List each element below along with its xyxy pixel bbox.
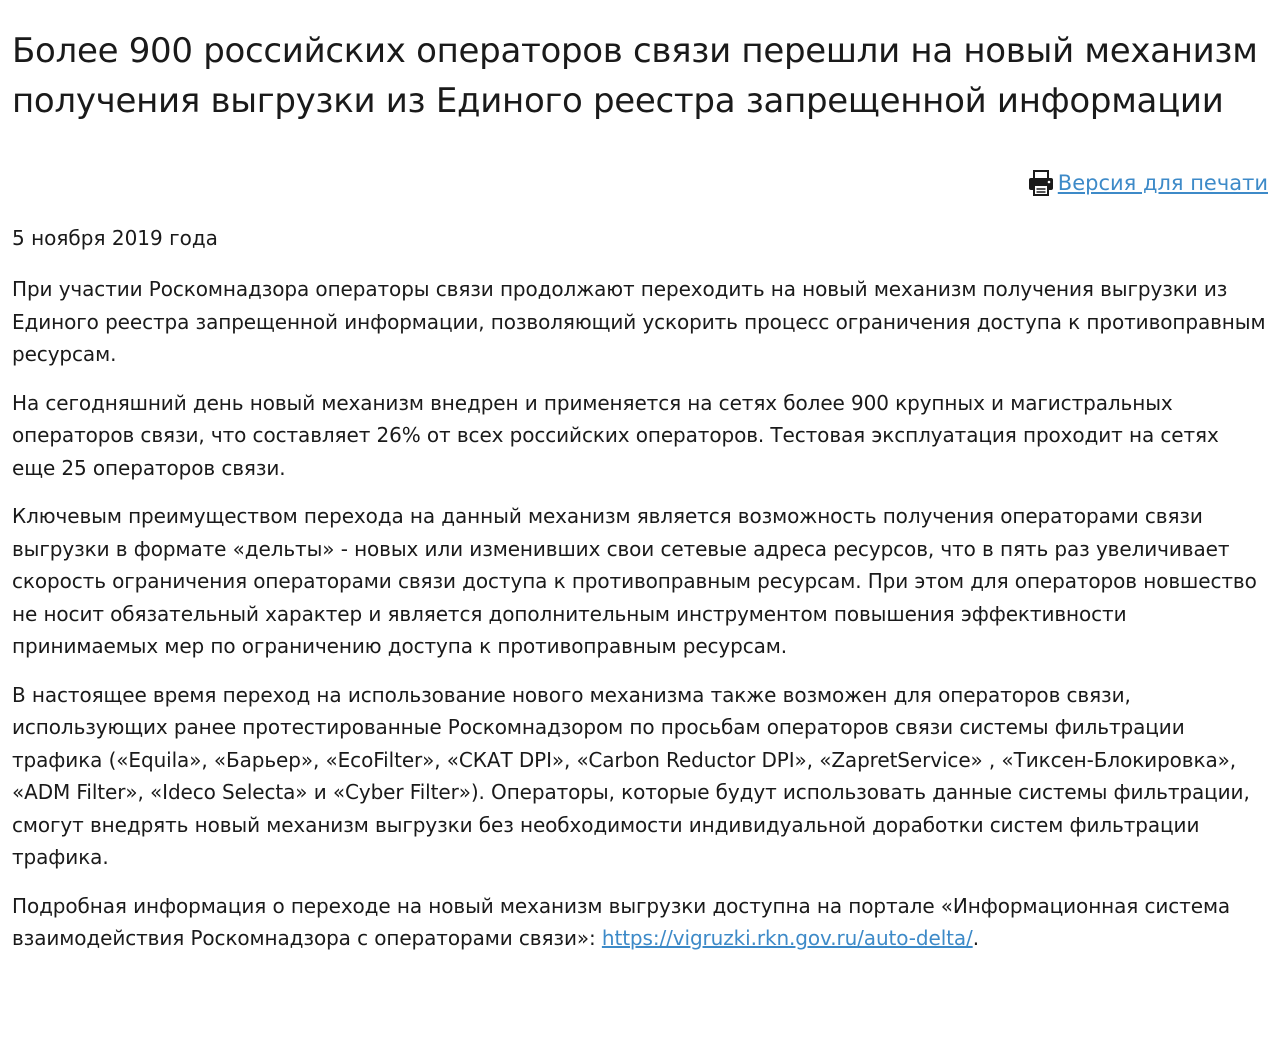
printer-icon[interactable] <box>1026 168 1056 198</box>
article <box>12 26 1268 955</box>
article-paragraph-1: При участии Роскомнадзора операторы связи продолжают переходить на новый механизм получения выгрузки из Единого реестра запрещенной информации, позволяющий ускорить процесс ограничения доступа к противоправным ресурсам. <box>12 277 1266 366</box>
article-paragraph-3: Ключевым преимуществом перехода на данный механизм является возможность получения операторами связи выгрузки в формате «дельты» - новых или изменивших свои сетевые адреса ресурсов, что в пять раз увеличивает скорость ограничения операторами связи доступа к противоправным ресурсам. При этом для операторов новшество не носит обязательный характер и является дополнительным инструментом повышения эффективности принимаемых мер по ограничению доступа к противоправным ресурсам. <box>12 504 1257 658</box>
article-paragraph-4: В настоящее время переход на использование нового механизма также возможен для операторов связи, использующих ранее протестированные Роскомнадзором по просьбам операторов связи системы фильтрации трафика («Equila», «Барьер», «EcoFilter», «СКАТ DPI», «Carbon Reductor DPI», «ZapretService» , «Тиксен-Блокировка», «ADM Filter», «Ideco Selecta» и «Cyber Filter»). Операторы, которые будут использовать данные системы фильтрации, смогут внедрять новый механизм выгрузки без необходимости индивидуальной доработки систем фильтрации трафика. <box>12 682 1250 869</box>
print-version-link[interactable] <box>1026 168 1268 198</box>
article-title: Более 900 российских операторов связи перешли на новый механизм получения выгрузки из Единого реестра запрещенной информации <box>12 31 1258 121</box>
print-row <box>12 166 1268 200</box>
print-version-label[interactable]: Версия для печати <box>1057 171 1268 195</box>
article-paragraph-5-end: . <box>972 926 979 950</box>
auto-delta-link[interactable]: https://vigruzki.rkn.gov.ru/auto-delta/ <box>601 926 973 950</box>
article-paragraph-2: На сегодняшний день новый механизм внедрен и применяется на сетях более 900 крупных и магистральных операторов связи, что составляет 26% от всех российских операторов. Тестовая эксплуатация проходит на сетях еще 25 операторов связи. <box>12 390 1219 480</box>
publication-date: 5 ноября 2019 года <box>12 226 218 250</box>
article-paragraph-5 <box>12 890 1268 955</box>
article-paragraph-5-text: Подробная информация о переходе на новый механизм выгрузки доступна на портале «Информационная система взаимодействия Роскомнадзора с операторами связи»: <box>12 893 1231 950</box>
